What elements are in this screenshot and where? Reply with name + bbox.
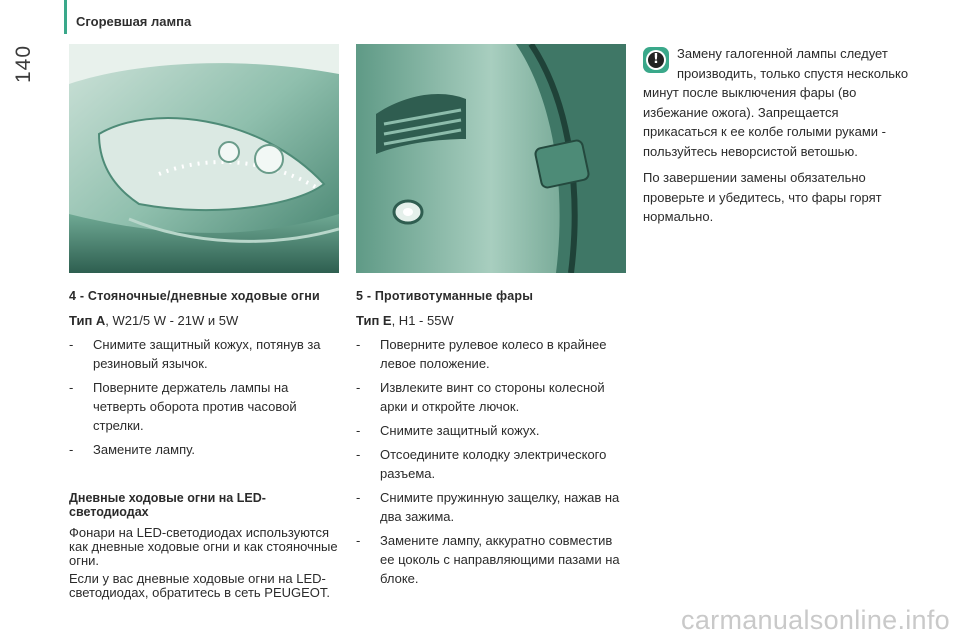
watermark: carmanualsonline.info xyxy=(681,605,950,635)
check-text: По завершении замены обязательно проверьте и убедитесь, что фары горят нормально. xyxy=(643,170,882,224)
step-item: - Отсоедините колодку электрического разъема. xyxy=(356,447,607,481)
step-item: - Поверните держатель лампы на четверть оборота против часовой стрелки. xyxy=(69,380,297,433)
fog-lamp-photo xyxy=(356,44,626,273)
warning-exclamation-icon: ! xyxy=(643,47,669,73)
step-item: - Снимите защитный кожух, потянув за резиновый язычок. xyxy=(69,337,321,371)
headlamp-photo xyxy=(69,44,339,273)
step-item: - Поверните рулевое колесо в крайнее левое положение. xyxy=(356,337,607,371)
warning-section xyxy=(643,44,915,234)
step-item: - Снимите пружинную защелку, нажав на два зажима. xyxy=(356,490,620,524)
warning-note xyxy=(643,44,915,161)
lamp-type-label: Тип E xyxy=(356,313,392,328)
lamp-type-value: , H1 - 55W xyxy=(391,313,454,328)
parking-lights-section xyxy=(69,287,343,604)
step-item: - Извлеките винт со стороны колесной арки и откройте лючок. xyxy=(356,380,605,414)
step-item: - Замените лампу, аккуратно совместив ее цоколь с направляющими пазами на блоке. xyxy=(356,533,620,586)
accent-bar xyxy=(64,0,67,34)
steps-list xyxy=(69,335,343,459)
led-paragraph: Фонари на LED-светодиодах используются как дневные ходовые огни и как стояночные огни. xyxy=(69,525,338,568)
step-item: - Замените лампу. xyxy=(69,442,195,457)
steps-list xyxy=(356,335,630,588)
warning-text: Замену галогенной лампы следует производить, только спустя несколько минут после выключения фары (во избежание ожога). Запрещается прикасаться к ее колбе голыми руками - пользуйтесь неворсистой ветошью. xyxy=(643,46,909,159)
lamp-type xyxy=(69,311,343,330)
lamp-type xyxy=(356,311,630,330)
led-paragraph: Если у вас дневные ходовые огни на LED-светодиодах, обратитесь в сеть PEUGEOT. xyxy=(69,571,331,600)
led-heading: Дневные ходовые огни на LED-светодиодах xyxy=(69,491,266,519)
page-number: 140 xyxy=(12,44,35,84)
section-heading: 5 - Противотуманные фары xyxy=(356,289,534,303)
section-heading: 4 - Стояночные/дневные ходовые огни xyxy=(69,289,320,303)
fog-lamps-section xyxy=(356,287,630,593)
section-title: Сгоревшая лампа xyxy=(76,14,192,29)
lamp-type-label: Тип A xyxy=(69,313,106,328)
step-item: - Снимите защитный кожух. xyxy=(356,423,540,438)
lamp-type-value: , W21/5 W - 21W и 5W xyxy=(105,313,239,328)
